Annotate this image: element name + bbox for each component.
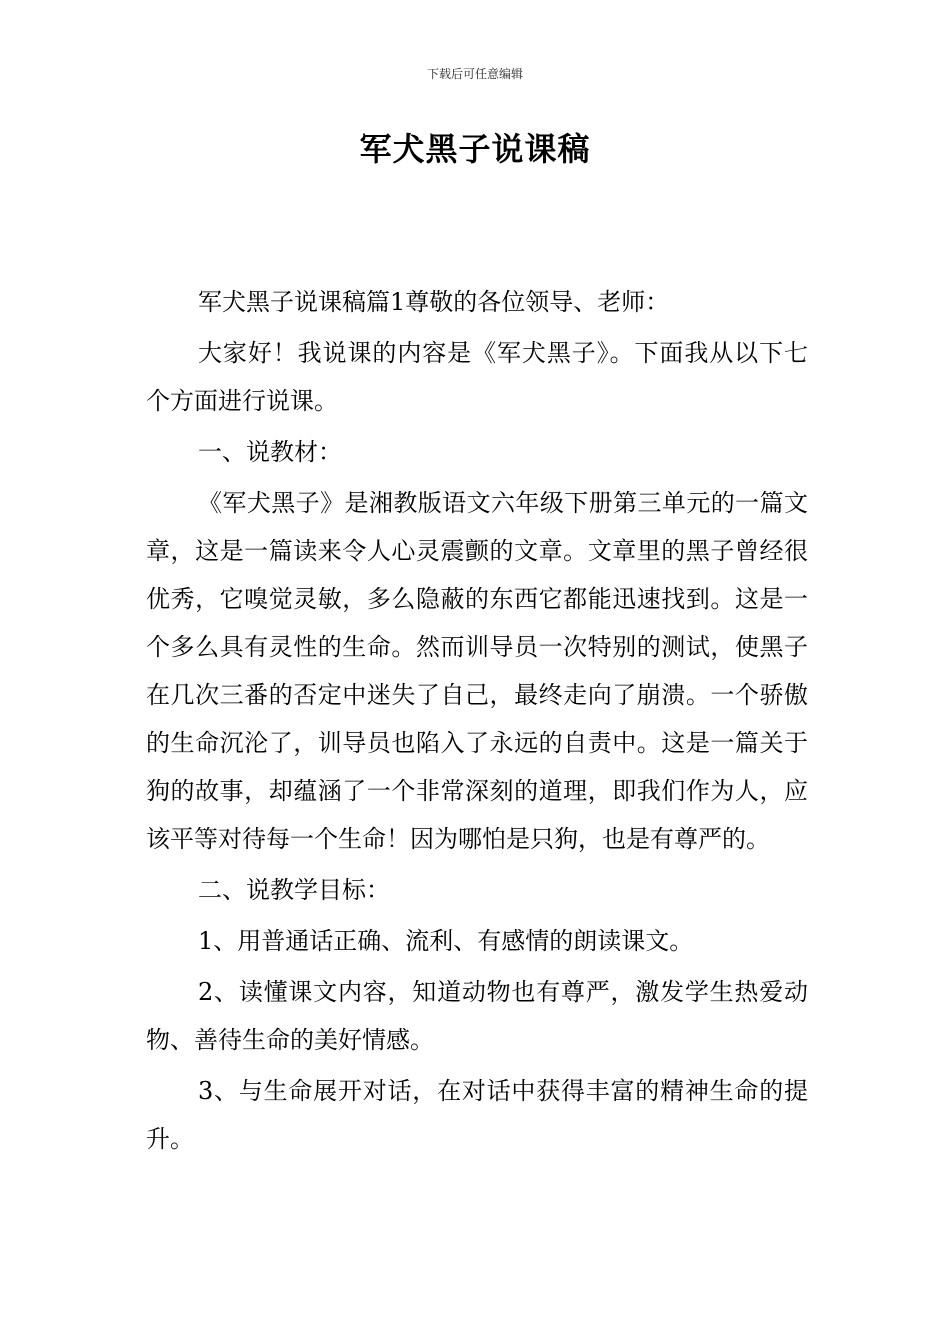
paragraph-intro: 军犬黑子说课稿篇1尊敬的各位领导、老师：: [198, 288, 670, 316]
header-note: 下载后可任意编辑: [426, 67, 523, 81]
section-heading-teaching-goals: 二、说教学目标：: [198, 876, 390, 904]
document-title: 军犬黑子说课稿: [359, 130, 591, 168]
document-body: [146, 278, 808, 1163]
goal-item-3: 3、与生命展开对话，在对话中获得丰富的精神生命的提升。: [146, 1077, 808, 1153]
goal-item-1: 1、用普通话正确、流利、有感情的朗读课文。: [198, 927, 694, 955]
section-heading-teaching-material: 一、说教材：: [198, 438, 342, 466]
paragraph-teaching-material: 《军犬黑子》是湘教版语文六年级下册第三单元的一篇文章，这是一篇读来令人心灵震颤的文章。文章里的黑子曾经很优秀，它嗅觉灵敏，多么隐蔽的东西它都能迅速找到。这是一个多么具有灵性的生命。然而训导员一次特别的测试，使黑子在几次三番的否定中迷失了自己，最终走向了崩溃。一个骄傲的生命沉沦了，训导员也陷入了永远的自责中。这是一篇关于狗的故事，却蕴涵了一个非常深刻的道理，即我们作为人，应该平等对待每一个生命！因为哪怕是只狗，也是有尊严的。: [146, 489, 808, 853]
goal-item-2: 2、读懂课文内容，知道动物也有尊严，激发学生热爱动物、善待生命的美好情感。: [146, 978, 808, 1054]
paragraph-greeting: 大家好！我说课的内容是《军犬黑子》。下面我从以下七个方面进行说课。: [146, 339, 808, 415]
